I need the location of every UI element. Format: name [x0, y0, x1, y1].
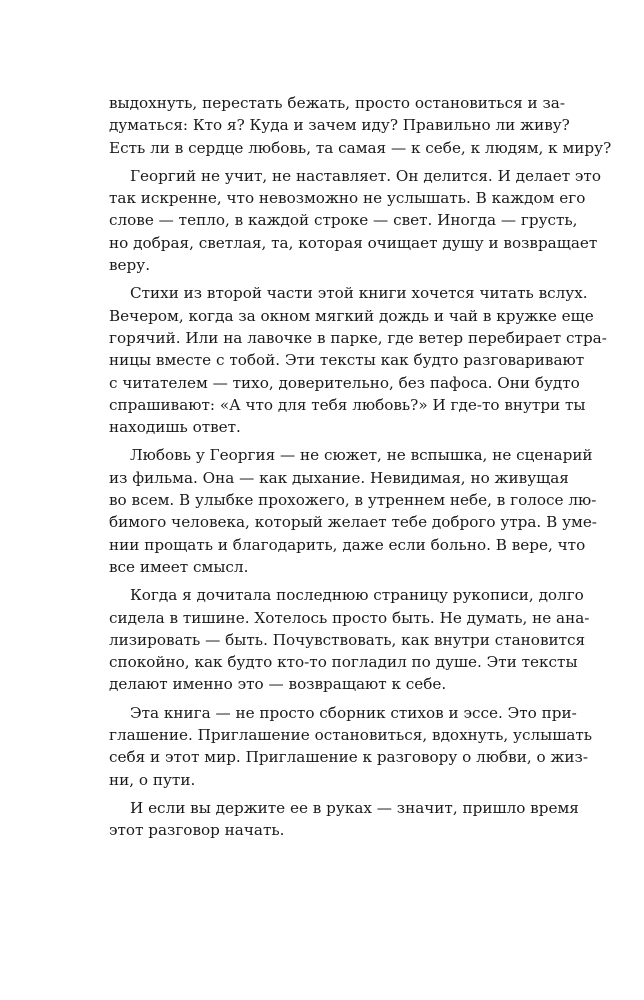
paragraph [109, 282, 607, 438]
text-line: веру. [109, 256, 151, 275]
text-line: сидела в тишине. Хотелось просто быть. Не думать, не ана- [109, 608, 590, 627]
paragraph [109, 165, 601, 276]
text-line: из фильма. Она — как дыхание. Невидимая, но живущая [109, 468, 569, 487]
text-line: Любовь у Георгия — не сюжет, не вспышка, не сценарий [130, 446, 593, 465]
text-line: этот разговор начать. [109, 821, 285, 840]
text-line: нии прощать и благодарить, даже если больно. В вере, что [109, 535, 586, 554]
text-line: во всем. В улыбке прохожего, в утреннем небе, в голосе лю- [109, 491, 597, 510]
text-line: находишь ответ. [109, 418, 241, 437]
text-line: но добрая, светлая, та, которая очищает душу и возвращает [109, 233, 598, 252]
body-text [109, 92, 612, 848]
text-line: с читателем — тихо, доверительно, без пафоса. Они будто [109, 373, 580, 392]
text-line: глашение. Приглашение остановиться, вдохнуть, услышать [109, 726, 593, 745]
paragraph [109, 92, 612, 159]
paragraph [109, 584, 590, 695]
text-line: лизировать — быть. Почувствовать, как внутри становится [109, 630, 586, 649]
text-line: Эта книга — не просто сборник стихов и эссе. Это при- [130, 703, 577, 722]
text-line: спрашивают: «А что для тебя любовь?» И где-то внутри ты [109, 395, 586, 414]
text-line: делают именно это — возвращают к себе. [109, 675, 447, 694]
text-line: Вечером, когда за окном мягкий дождь и чай в кружке еще [109, 306, 594, 325]
text-line: так искренне, что невозможно не услышать. В каждом его [109, 189, 586, 208]
paragraph [109, 444, 597, 578]
paragraph [109, 702, 593, 791]
text-line: Георгий не учит, не наставляет. Он делится. И делает это [130, 166, 601, 185]
text-line: все имеет смысл. [109, 557, 249, 576]
text-line: Когда я дочитала последнюю страницу рукописи, долго [130, 586, 584, 605]
text-line: выдохнуть, перестать бежать, просто остановиться и за- [109, 94, 565, 112]
text-line: думаться: Кто я? Куда и зачем иду? Правильно ли живу? [109, 116, 570, 135]
text-line: ни, о пути. [109, 770, 196, 789]
text-line: Стихи из второй части этой книги хочется читать вслух. [130, 284, 588, 303]
text-line: И если вы держите ее в руках — значит, пришло время [130, 798, 579, 817]
text-line: ницы вместе с тобой. Эти тексты как будто разговаривают [109, 351, 585, 370]
paragraph [109, 797, 579, 842]
text-line: слове — тепло, в каждой строке — свет. Иногда — грусть, [109, 211, 578, 230]
text-line: бимого человека, который желает тебе доброго утра. В уме- [109, 513, 597, 532]
text-line: Есть ли в сердце любовь, та самая — к себе, к людям, к миру? [109, 138, 612, 157]
text-line: горячий. Или на лавочке в парке, где ветер перебирает стра- [109, 328, 607, 347]
text-line: спокойно, как будто кто-то погладил по душе. Эти тексты [109, 653, 578, 672]
text-line: себя и этот мир. Приглашение к разговору о любви, о жиз- [109, 748, 588, 767]
